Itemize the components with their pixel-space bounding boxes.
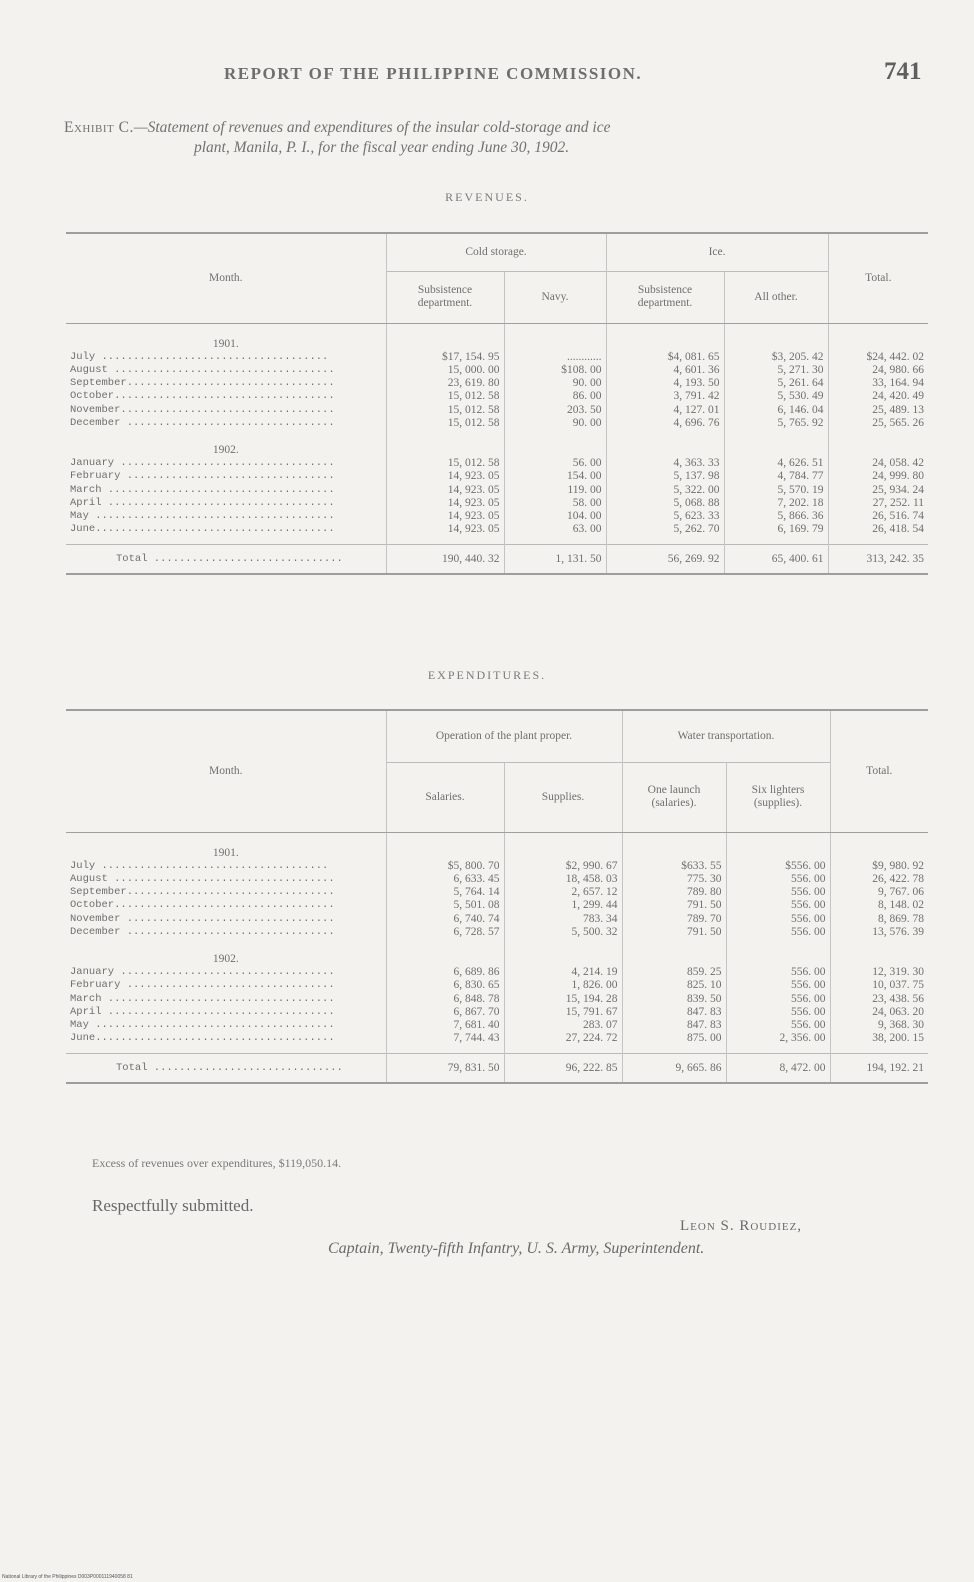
table-row [66,484,928,497]
total-cell: 27, 252. 11 [828,497,928,510]
month-cell: July .................................... [70,859,329,872]
value-cell: 6, 848. 78 [386,993,504,1006]
excess-note: Excess of revenues over expenditures, $119,050.14. [92,1156,342,1170]
total-value-cell: 65, 400. 61 [724,545,828,575]
total-cell: 24, 999. 80 [828,470,928,483]
value-cell: 839. 50 [622,993,726,1006]
month-cell: July .................................... [70,350,329,363]
total-label: Total .............................. [66,545,386,575]
value-cell: 4, 626. 51 [724,457,828,470]
value-cell: 6, 867. 70 [386,1006,504,1019]
value-cell: 15, 012. 58 [386,417,504,430]
total-column-header: Total. [828,233,928,323]
total-cell: $9, 980. 92 [830,860,928,873]
value-cell: 7, 681. 40 [386,1019,504,1032]
value-cell: 14, 923. 05 [386,470,504,483]
expenditures-section-title: EXPENDITURES. [427,668,547,682]
value-cell: 556. 00 [726,979,830,992]
table-row [66,404,928,417]
value-cell: 14, 923. 05 [386,510,504,523]
total-cell: 38, 200. 15 [830,1032,928,1045]
closing-line: Respectfully submitted. [92,1196,254,1215]
value-cell: 27, 224. 72 [504,1032,622,1045]
value-cell: 2, 657. 12 [504,886,622,899]
total-cell: 8, 148. 02 [830,899,928,912]
value-cell: 875. 00 [622,1032,726,1045]
month-cell: December ................................. [70,925,335,938]
value-cell: 783. 34 [504,913,622,926]
value-cell: $17, 154. 95 [386,351,504,364]
value-cell: 859. 25 [622,966,726,979]
grand-total-cell: 194, 192. 21 [830,1054,928,1084]
total-cell: 8, 869. 78 [830,913,928,926]
total-row [66,1054,928,1084]
value-cell: 203. 50 [504,404,606,417]
year-label: 1902. [212,952,239,965]
table-row [66,417,928,430]
salaries-header: Salaries. [386,762,504,832]
value-cell: 556. 00 [726,1019,830,1032]
total-cell: 25, 489. 13 [828,404,928,417]
grand-total-cell: 313, 242. 35 [828,545,928,575]
exhibit-caption [64,118,934,158]
table-row [66,497,928,510]
total-value-cell: 9, 665. 86 [622,1054,726,1084]
year-label: 1901. [212,337,239,350]
exhibit-title-part2: plant, Manila, P. I., for the fiscal year ending June 30, 1902. [194,139,570,156]
value-cell: 5, 764. 14 [386,886,504,899]
value-cell: 5, 137. 98 [606,470,724,483]
value-cell: 15, 194. 28 [504,993,622,1006]
total-cell: 9, 368. 30 [830,1019,928,1032]
value-cell: 14, 923. 05 [386,484,504,497]
value-cell: 58. 00 [504,497,606,510]
table-row [66,860,928,873]
value-cell: 5, 866. 36 [724,510,828,523]
month-cell: April .................................... [70,496,335,509]
month-cell: September................................. [70,377,335,390]
table-row [66,979,928,992]
value-cell: 56. 00 [504,457,606,470]
value-cell: 6, 830. 65 [386,979,504,992]
total-value-cell: 56, 269. 92 [606,545,724,575]
table-row [66,351,928,364]
value-cell: $4, 081. 65 [606,351,724,364]
month-cell: February ................................. [70,979,335,992]
table-row [66,886,928,899]
value-cell: 5, 322. 00 [606,484,724,497]
value-cell: $633. 55 [622,860,726,873]
cold-storage-group-header: Cold storage. [386,233,606,271]
value-cell: 15, 012. 58 [386,457,504,470]
subsistence-ice-header: Subsistence department. [606,271,724,323]
total-cell: 26, 516. 74 [828,510,928,523]
total-cell: 25, 565. 26 [828,417,928,430]
value-cell: 14, 923. 05 [386,523,504,536]
total-cell: 13, 576. 39 [830,926,928,939]
month-cell: February ................................. [70,470,335,483]
total-value-cell: 8, 472. 00 [726,1054,830,1084]
total-cell: 25, 934. 24 [828,484,928,497]
value-cell: 556. 00 [726,1006,830,1019]
value-cell: 789. 80 [622,886,726,899]
value-cell: 15, 012. 58 [386,390,504,403]
total-label: Total .............................. [66,1054,386,1084]
value-cell: 4, 214. 19 [504,966,622,979]
value-cell: $5, 800. 70 [386,860,504,873]
month-cell: August ................................... [70,872,335,885]
value-cell: 6, 169. 79 [724,523,828,536]
value-cell: 86. 00 [504,390,606,403]
value-cell: 825. 10 [622,979,726,992]
launch-salaries-header: One launch (salaries). [622,762,726,832]
ice-group-header: Ice. [606,233,828,271]
month-cell: November.................................. [70,403,335,416]
month-cell: December ................................. [70,416,335,429]
value-cell: 18, 458. 03 [504,873,622,886]
total-cell: 9, 767. 06 [830,886,928,899]
value-cell: 90. 00 [504,377,606,390]
value-cell: 556. 00 [726,966,830,979]
value-cell: $108. 00 [504,364,606,377]
value-cell: 6, 689. 86 [386,966,504,979]
value-cell: 23, 619. 80 [386,377,504,390]
value-cell: 1, 826. 00 [504,979,622,992]
month-cell: June...................................... [70,523,335,536]
expenditures-body [66,832,928,1083]
supplies-header: Supplies. [504,762,622,832]
value-cell: 2, 356. 00 [726,1032,830,1045]
month-column-header: Month. [66,233,386,323]
value-cell: 4, 193. 50 [606,377,724,390]
value-cell: 847. 83 [622,1019,726,1032]
value-cell: 4, 784. 77 [724,470,828,483]
total-cell: 24, 420. 49 [828,390,928,403]
total-cell: $24, 442. 02 [828,351,928,364]
value-cell: 791. 50 [622,926,726,939]
total-column-header: Total. [830,710,928,832]
month-cell: March .................................... [70,992,335,1005]
value-cell: 556. 00 [726,993,830,1006]
month-cell: August ................................... [70,363,335,376]
value-cell: 789. 70 [622,913,726,926]
month-cell: May ...................................... [70,509,335,522]
value-cell: 5, 262. 70 [606,523,724,536]
total-row [66,545,928,575]
month-cell: May ...................................... [70,1018,335,1031]
table-row [66,966,928,979]
value-cell: 5, 500. 32 [504,926,622,939]
page-header [0,58,974,90]
value-cell: 63. 00 [504,523,606,536]
value-cell: 6, 728. 57 [386,926,504,939]
month-column-header: Month. [66,710,386,832]
lighters-supplies-header: Six lighters (supplies). [726,762,830,832]
table-row [66,377,928,390]
water-transport-group-header: Water transportation. [622,710,830,762]
total-cell: 24, 058. 42 [828,457,928,470]
value-cell: 154. 00 [504,470,606,483]
value-cell: 556. 00 [726,886,830,899]
page-number: 741 [884,58,922,85]
value-cell: 7, 202. 18 [724,497,828,510]
subsistence-cold-header: Subsistence department. [386,271,504,323]
table-row [66,1006,928,1019]
month-cell: April .................................... [70,1005,335,1018]
value-cell: $2, 990. 67 [504,860,622,873]
table-row [66,1019,928,1032]
value-cell: 7, 744. 43 [386,1032,504,1045]
table-row [66,390,928,403]
value-cell: 15, 012. 58 [386,404,504,417]
value-cell: 791. 50 [622,899,726,912]
value-cell: 5, 570. 19 [724,484,828,497]
total-cell: 26, 422. 78 [830,873,928,886]
operation-group-header: Operation of the plant proper. [386,710,622,762]
revenues-section-title: REVENUES. [445,190,529,204]
table-row [66,993,928,1006]
navy-header: Navy. [504,271,606,323]
table-row [66,873,928,886]
value-cell: 283. 07 [504,1019,622,1032]
value-cell: 104. 00 [504,510,606,523]
month-cell: March .................................... [70,483,335,496]
value-cell: 14, 923. 05 [386,497,504,510]
value-cell: ............ [504,351,606,364]
month-cell: October................................... [70,390,335,403]
total-cell: 24, 980. 66 [828,364,928,377]
value-cell: 775. 30 [622,873,726,886]
value-cell: 1, 299. 44 [504,899,622,912]
value-cell: 15, 000. 00 [386,364,504,377]
table-row [66,457,928,470]
value-cell: 3, 791. 42 [606,390,724,403]
value-cell: 5, 765. 92 [724,417,828,430]
value-cell: 5, 623. 33 [606,510,724,523]
value-cell: 5, 271. 30 [724,364,828,377]
table-row [66,364,928,377]
running-title: REPORT OF THE PHILIPPINE COMMISSION. [224,64,643,83]
total-cell: 33, 164. 94 [828,377,928,390]
table-row [66,926,928,939]
value-cell: 556. 00 [726,926,830,939]
value-cell: 119. 00 [504,484,606,497]
value-cell: 90. 00 [504,417,606,430]
month-cell: January .................................. [70,966,335,979]
total-cell: 23, 438. 56 [830,993,928,1006]
revenues-body [66,323,928,574]
value-cell: 6, 740. 74 [386,913,504,926]
value-cell: 556. 00 [726,873,830,886]
total-value-cell: 190, 440. 32 [386,545,504,575]
value-cell: 4, 363. 33 [606,457,724,470]
month-cell: October................................... [70,899,335,912]
year-label: 1901. [212,846,239,859]
value-cell: 4, 127. 01 [606,404,724,417]
total-value-cell: 79, 831. 50 [386,1054,504,1084]
total-cell: 12, 319. 30 [830,966,928,979]
signer-title: Captain, Twenty-fifth Infantry, U. S. Army, Superintendent. [328,1240,705,1257]
table-row [66,523,928,536]
table-row [66,913,928,926]
value-cell: $556. 00 [726,860,830,873]
all-other-header: All other. [724,271,828,323]
total-value-cell: 96, 222. 85 [504,1054,622,1084]
value-cell: $3, 205. 42 [724,351,828,364]
table-row [66,470,928,483]
table-row [66,1032,928,1045]
total-cell: 24, 063. 20 [830,1006,928,1019]
month-cell: September................................. [70,886,335,899]
total-value-cell: 1, 131. 50 [504,545,606,575]
value-cell: 4, 696. 76 [606,417,724,430]
value-cell: 847. 83 [622,1006,726,1019]
exhibit-title-part1: —Statement of revenues and expenditures of the insular cold-storage and ice [133,119,611,136]
value-cell: 5, 501. 08 [386,899,504,912]
year-label: 1902. [212,443,239,456]
table-row [66,899,928,912]
revenues-table [66,232,928,575]
month-cell: June...................................... [70,1032,335,1045]
value-cell: 556. 00 [726,899,830,912]
value-cell: 556. 00 [726,913,830,926]
value-cell: 6, 633. 45 [386,873,504,886]
value-cell: 4, 601. 36 [606,364,724,377]
signer-name: Leon S. Roudiez, [680,1218,803,1234]
expenditures-table [66,709,928,1084]
value-cell: 5, 530. 49 [724,390,828,403]
value-cell: 6, 146. 04 [724,404,828,417]
total-cell: 10, 037. 75 [830,979,928,992]
exhibit-label: Exhibit C. [64,119,134,136]
total-cell: 26, 418. 54 [828,523,928,536]
value-cell: 5, 068. 88 [606,497,724,510]
scan-credit: National Library of the Philippines D003P000111940058 81 [2,1574,133,1580]
month-cell: January .................................. [70,457,335,470]
table-row [66,510,928,523]
month-cell: November ................................. [70,912,335,925]
value-cell: 5, 261. 64 [724,377,828,390]
value-cell: 15, 791. 67 [504,1006,622,1019]
